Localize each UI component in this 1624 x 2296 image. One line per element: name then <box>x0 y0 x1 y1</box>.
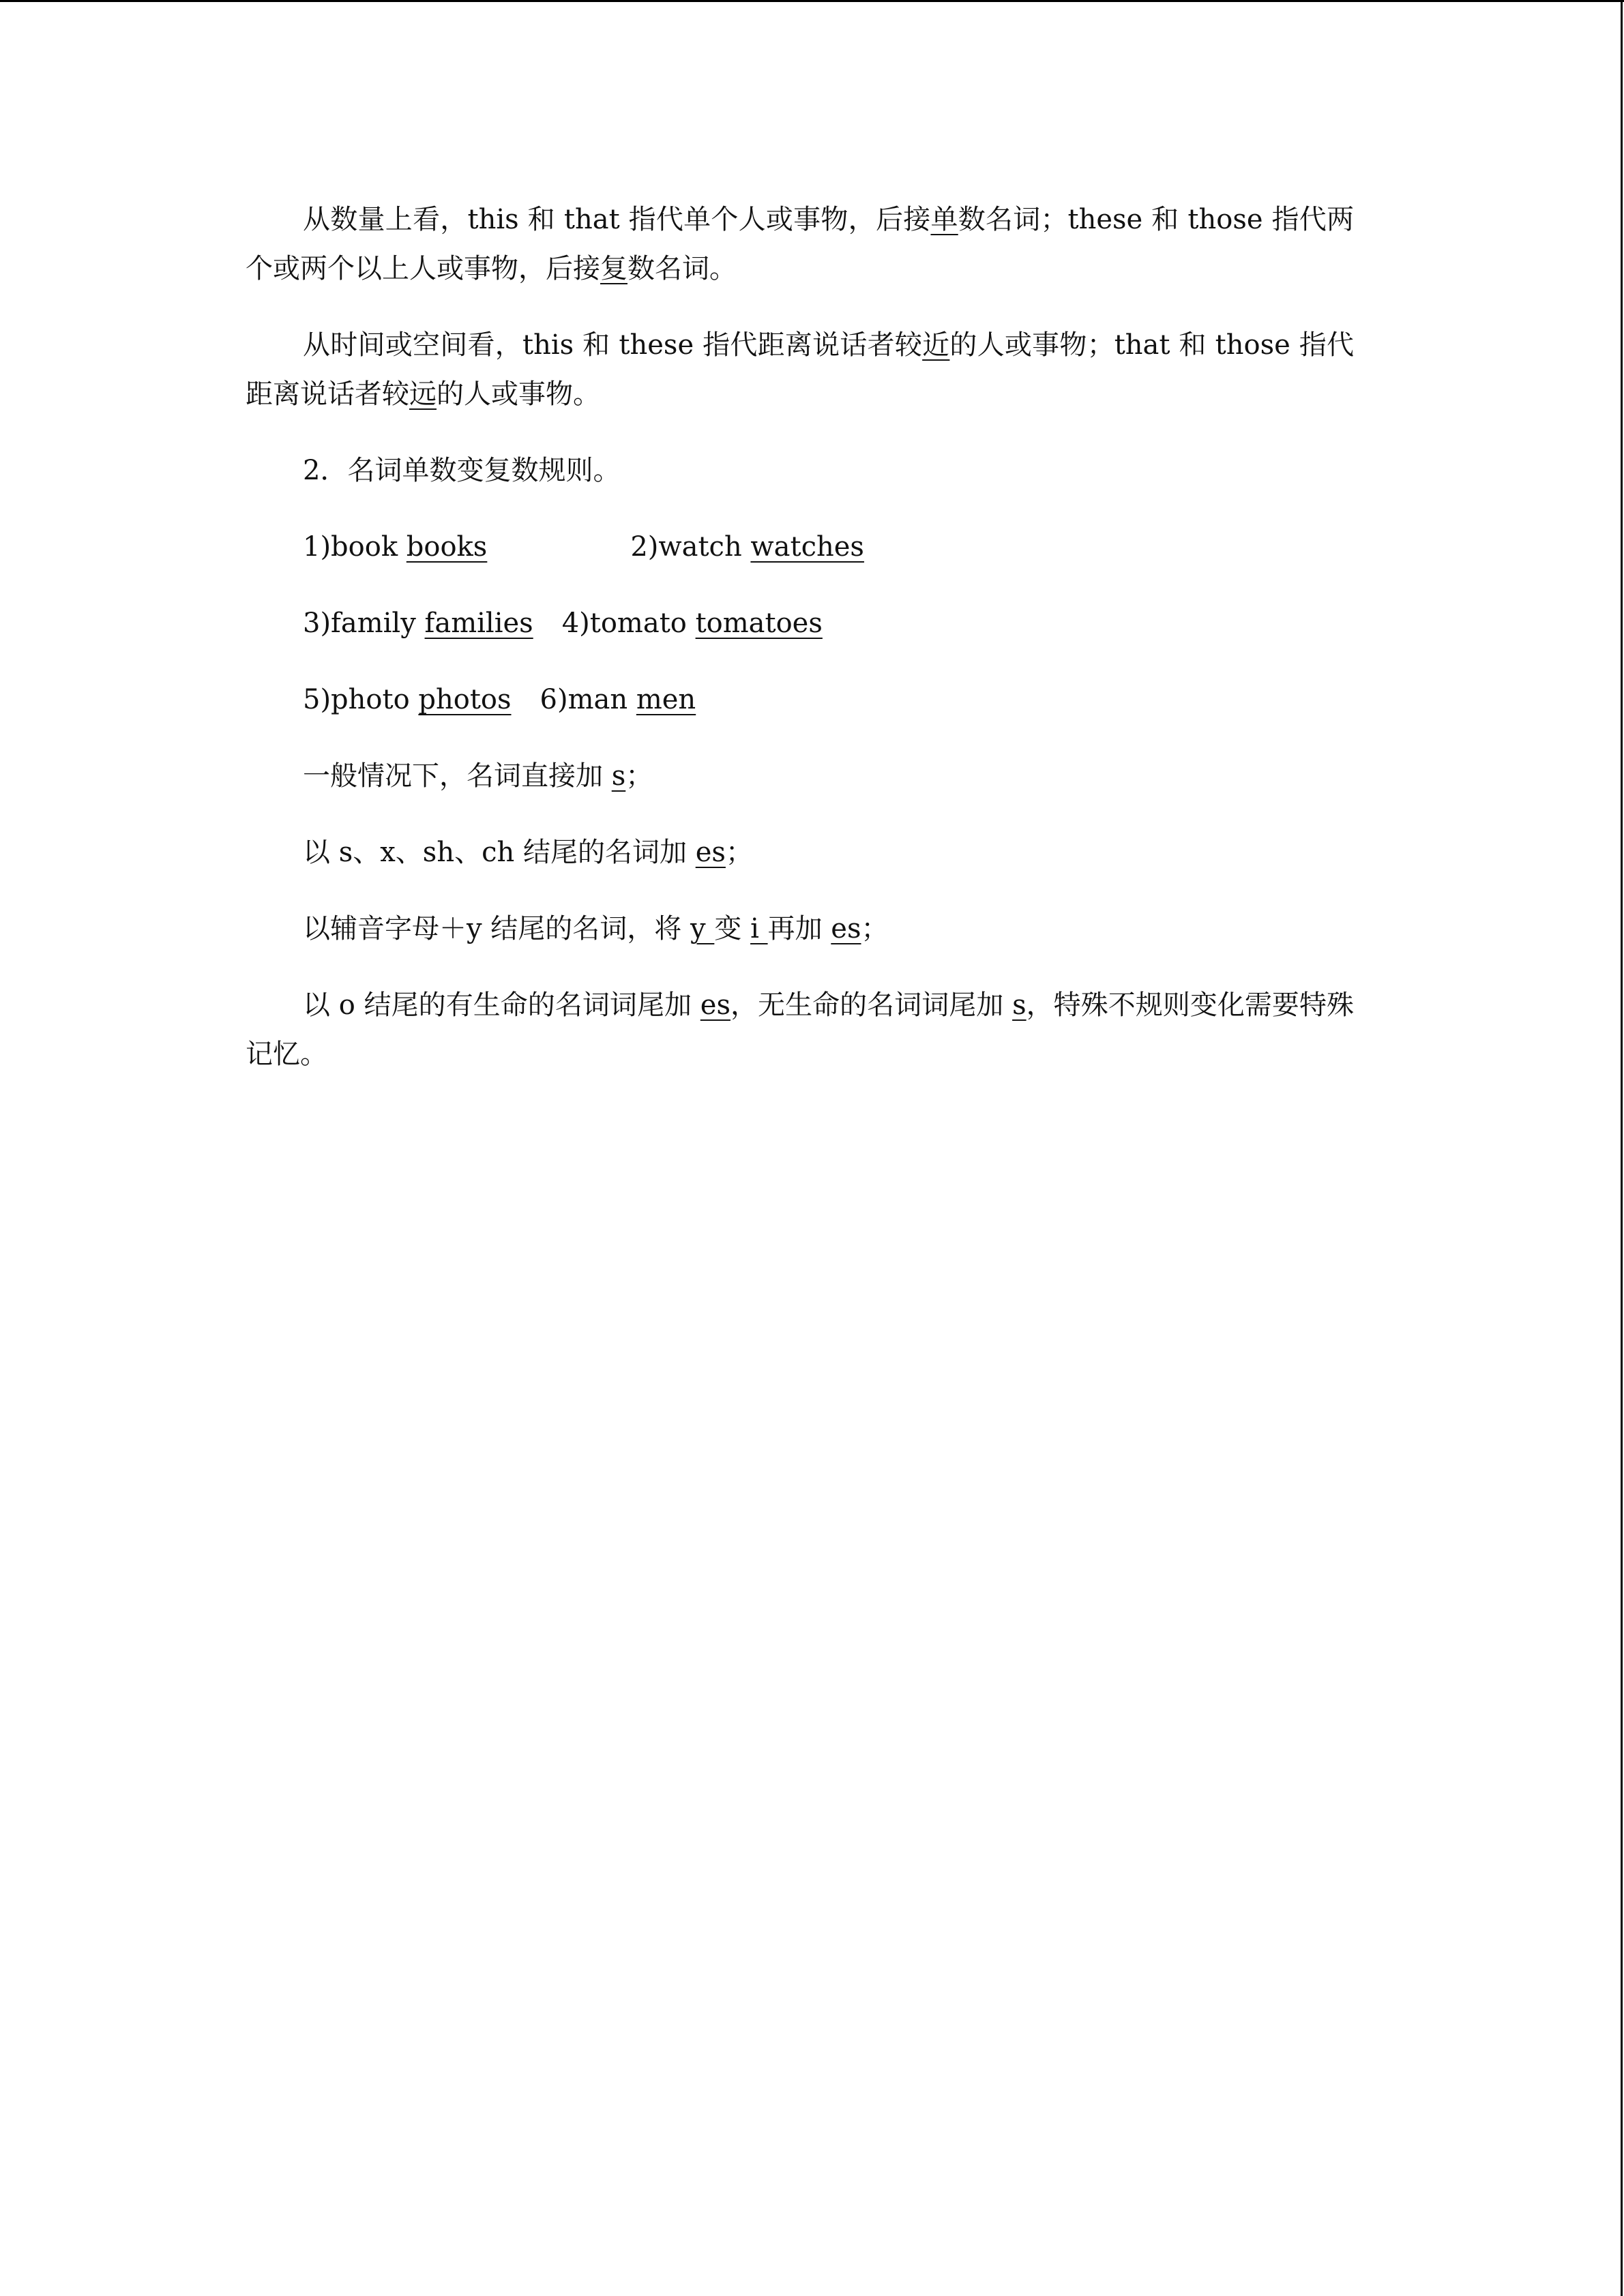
rule-answer: es <box>695 837 726 868</box>
example-label: 6)man <box>540 684 636 715</box>
rule-consonant-y <box>246 904 1354 953</box>
rule-answer: i <box>750 913 768 944</box>
example-label: 4)tomato <box>561 608 696 639</box>
rule-answer: es <box>831 913 861 944</box>
text-segment: ，特殊不规则变化需要特殊记忆。 <box>246 989 1355 1070</box>
text-segment: ，无生命的名词词尾加 <box>730 989 1013 1021</box>
example-answer: tomatoes <box>695 608 823 639</box>
example-answer: books <box>406 531 488 563</box>
example-answer: families <box>424 608 533 639</box>
text-segment: 的人或事物；that 和 those 指代距离说话者较 <box>246 329 1354 410</box>
text-segment: ； <box>725 837 753 868</box>
rule-general <box>246 751 1354 801</box>
text-segment: 以辅音字母＋y 结尾的名词，将 <box>303 913 691 944</box>
text-segment: ； <box>625 760 653 792</box>
example-label: 3)family <box>303 608 425 639</box>
document-content <box>246 195 1354 1106</box>
paragraph-quantity <box>246 195 1354 293</box>
example-answer: watches <box>750 531 864 563</box>
text-segment: 再加 <box>767 913 831 944</box>
text-segment: 从数量上看，this 和 that 指代单个人或事物，后接 <box>303 204 931 235</box>
text-segment: 数名词。 <box>628 253 737 284</box>
example-label: 2)watch <box>630 531 751 563</box>
answer-plural: 复 <box>600 253 628 284</box>
rule-answer: s <box>1012 989 1027 1021</box>
text-segment: 一般情况下，名词直接加 <box>303 760 612 792</box>
section-heading-plural-rules <box>246 446 1354 495</box>
example-row-1 <box>246 522 1354 571</box>
rule-sibilant-endings <box>246 828 1354 877</box>
text-segment: 以 s、x、sh、ch 结尾的名词加 <box>303 837 696 868</box>
text-segment: 的人或事物。 <box>437 378 600 410</box>
section-heading-text: 2．名词单数变复数规则。 <box>303 455 621 486</box>
text-segment: 从时间或空间看，this 和 these 指代距离说话者较 <box>303 329 923 361</box>
example-row-2 <box>246 599 1354 648</box>
paragraph-distance <box>246 320 1354 419</box>
rule-answer: s <box>611 760 626 792</box>
text-segment: 变 <box>714 913 751 944</box>
rule-answer: y <box>690 913 715 944</box>
text-segment: ； <box>861 913 889 944</box>
example-answer: men <box>636 684 696 715</box>
answer-far: 远 <box>409 378 437 410</box>
example-label: 1)book <box>303 531 407 563</box>
example-row-3 <box>246 675 1354 724</box>
rule-o-ending <box>246 981 1354 1079</box>
answer-single: 单 <box>930 204 958 235</box>
example-answer: photos <box>418 684 512 715</box>
text-segment: 以 o 结尾的有生命的名词词尾加 <box>303 989 700 1021</box>
example-label: 5)photo <box>303 684 419 715</box>
text-segment: 数名词；these 和 those 指代两个或两个以上人或事物，后接 <box>246 204 1355 284</box>
page-border-right <box>1621 0 1623 2296</box>
answer-near: 近 <box>922 329 950 361</box>
rule-answer: es <box>700 989 730 1021</box>
page-border-top <box>0 0 1624 2</box>
